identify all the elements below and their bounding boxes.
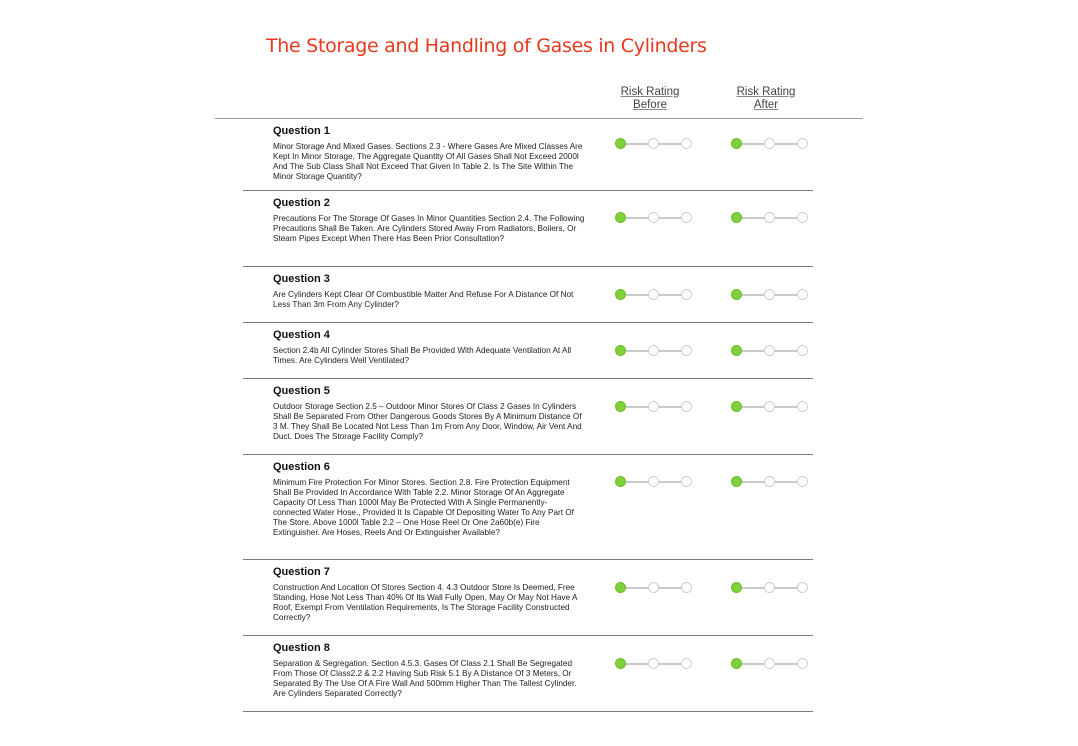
rating-dot-3[interactable] (681, 138, 692, 149)
column-header-after (711, 86, 821, 112)
risk-rating-before[interactable] (615, 211, 693, 225)
column-header-before-line1: Risk Rating (620, 86, 680, 98)
rating-dot-2[interactable] (764, 212, 775, 223)
rating-dot-3[interactable] (681, 582, 692, 593)
rating-dot-1[interactable] (615, 138, 626, 149)
risk-rating-after[interactable] (731, 581, 809, 595)
rating-dot-1[interactable] (731, 582, 742, 593)
rating-dot-3[interactable] (681, 401, 692, 412)
rating-dot-2[interactable] (764, 658, 775, 669)
rating-dot-2[interactable] (764, 401, 775, 412)
rating-dot-3[interactable] (797, 658, 808, 669)
risk-rating-after[interactable] (731, 288, 809, 302)
risk-rating-before[interactable] (615, 344, 693, 358)
rating-dot-2[interactable] (764, 345, 775, 356)
question-title: Question 5 (273, 385, 330, 397)
column-header-after-line2: After (753, 99, 779, 111)
risk-rating-before[interactable] (615, 657, 693, 671)
rating-dot-1[interactable] (615, 212, 626, 223)
rating-dot-3[interactable] (797, 401, 808, 412)
question-title: Question 2 (273, 197, 330, 209)
rating-dot-3[interactable] (797, 476, 808, 487)
risk-rating-before[interactable] (615, 475, 693, 489)
rating-dot-3[interactable] (797, 138, 808, 149)
question-row-4 (243, 323, 813, 379)
question-text: Minor Storage And Mixed Gases. Sections 2.3 - Where Gases Are Mixed Classes Are Kept In Minor Storage, The Aggregate Quantity Of All Gases Shall Not Exceed 2000l And The Sub Class Shall Not Exceed That Given In Table 2. Is The Site Within The Minor Storage Quantity? (273, 142, 583, 182)
page-title: The Storage and Handling of Gases in Cylinders (266, 35, 707, 57)
rating-dot-1[interactable] (731, 401, 742, 412)
rating-dot-2[interactable] (648, 289, 659, 300)
rating-dot-2[interactable] (764, 582, 775, 593)
rating-dot-1[interactable] (731, 345, 742, 356)
question-text: Precautions For The Storage Of Gases In Minor Quantities Section 2.4. The Following Precautions Shall Be Taken. Are Cylinders Stored Away From Radiators, Boilers, Or Steam Pipes Except When There Has Been Prior Consultation? (273, 214, 585, 244)
question-row-3 (243, 267, 813, 323)
question-row-5 (243, 379, 813, 455)
rating-dot-1[interactable] (615, 401, 626, 412)
rating-dot-1[interactable] (731, 138, 742, 149)
rating-dot-3[interactable] (681, 289, 692, 300)
rating-dot-1[interactable] (615, 582, 626, 593)
question-text: Construction And Location Of Stores Section 4. 4.3 Outdoor Store Is Deemed, Free Standing, Hose Not Less Than 40% Of Its Wall Fully Open, May Or May Not Have A Roof, Exempt From Ventilation Requirements, Is The Storage Facility Constructed Correctly? (273, 583, 577, 623)
rating-dot-3[interactable] (797, 345, 808, 356)
rating-dot-1[interactable] (731, 658, 742, 669)
column-header-after-line1: Risk Rating (736, 86, 796, 98)
risk-rating-before[interactable] (615, 581, 693, 595)
rating-dot-2[interactable] (764, 138, 775, 149)
rating-dot-2[interactable] (648, 401, 659, 412)
rating-dot-3[interactable] (797, 289, 808, 300)
rating-dot-3[interactable] (681, 476, 692, 487)
question-title: Question 1 (273, 125, 330, 137)
rating-dot-1[interactable] (615, 476, 626, 487)
question-text: Outdoor Storage Section 2.5 – Outdoor Minor Stores Of Class 2 Gases In Cylinders Shall Be Separated From Other Dangerous Goods Stores By A Minimum Distance Of 3 M. They Shall Be Located Not Less Than 1m From Any Door, Window, Air Vent And Duct. Does The Storage Facility Comply? (273, 402, 582, 442)
risk-rating-after[interactable] (731, 475, 809, 489)
rating-dot-2[interactable] (648, 138, 659, 149)
question-title: Question 3 (273, 273, 330, 285)
question-text: Minimum Fire Protection For Minor Stores. Section 2.8. Fire Protection Equipment Shall Be Provided In Accordance With Table 2.2. Minor Storage Of An Aggregate Capacity Of Less Than 1000l May Be Protected With A Single Permanently-connected Water Hose., Provided It Is Capable Of Depositing Water To Any Part Of The Store. Above 1000l Table 2.2 – One Hose Reel Or One 2a60b(e) Fire Extinguisher. Are Hoses, Reels And Or Extinguisher Available? (273, 478, 574, 538)
risk-rating-after[interactable] (731, 344, 809, 358)
rating-dot-3[interactable] (797, 582, 808, 593)
rating-dot-2[interactable] (648, 212, 659, 223)
question-title: Question 4 (273, 329, 330, 341)
rating-dot-2[interactable] (648, 345, 659, 356)
risk-rating-before[interactable] (615, 400, 693, 414)
rating-dot-3[interactable] (681, 212, 692, 223)
question-title: Question 8 (273, 642, 330, 654)
question-title: Question 7 (273, 566, 330, 578)
rating-dot-1[interactable] (615, 345, 626, 356)
rating-dot-2[interactable] (764, 289, 775, 300)
risk-rating-after[interactable] (731, 657, 809, 671)
rating-dot-3[interactable] (681, 658, 692, 669)
rating-dot-3[interactable] (797, 212, 808, 223)
risk-rating-before[interactable] (615, 137, 693, 151)
column-header-before-line2: Before (633, 99, 667, 111)
question-row-7 (243, 560, 813, 636)
risk-rating-after[interactable] (731, 137, 809, 151)
rating-dot-2[interactable] (648, 658, 659, 669)
column-header-before (595, 86, 705, 112)
rating-dot-2[interactable] (648, 476, 659, 487)
question-row-6 (243, 455, 813, 560)
rating-dot-2[interactable] (764, 476, 775, 487)
question-text: Are Cylinders Kept Clear Of Combustible Matter And Refuse For A Distance Of Not Less Than 3m From Any Cylinder? (273, 290, 574, 310)
rating-dot-1[interactable] (615, 658, 626, 669)
rating-dot-1[interactable] (615, 289, 626, 300)
rating-dot-2[interactable] (648, 582, 659, 593)
rating-dot-1[interactable] (731, 212, 742, 223)
rating-dot-1[interactable] (731, 476, 742, 487)
question-row-8 (243, 636, 813, 712)
rating-dot-1[interactable] (731, 289, 742, 300)
question-text: Section 2.4b All Cylinder Stores Shall Be Provided With Adequate Ventilation At All Times. Are Cylinders Well Ventilated? (273, 346, 572, 366)
question-row-1 (243, 119, 813, 191)
question-title: Question 6 (273, 461, 330, 473)
question-text: Separation & Segregation. Section 4.5.3. Gases Of Class 2.1 Shall Be Segregated From Those Of Class2.2 & 2.2 Having Sub Risk 5.1 By A Distance Of 3 Meters, Or Separated By The Use Of A Fire Wall And 500mm Higher Than The Tallest Cylinder. Are Cylinders Separated Correctly? (273, 659, 577, 699)
question-row-2 (243, 191, 813, 267)
risk-rating-after[interactable] (731, 400, 809, 414)
rating-dot-3[interactable] (681, 345, 692, 356)
risk-rating-before[interactable] (615, 288, 693, 302)
risk-rating-after[interactable] (731, 211, 809, 225)
